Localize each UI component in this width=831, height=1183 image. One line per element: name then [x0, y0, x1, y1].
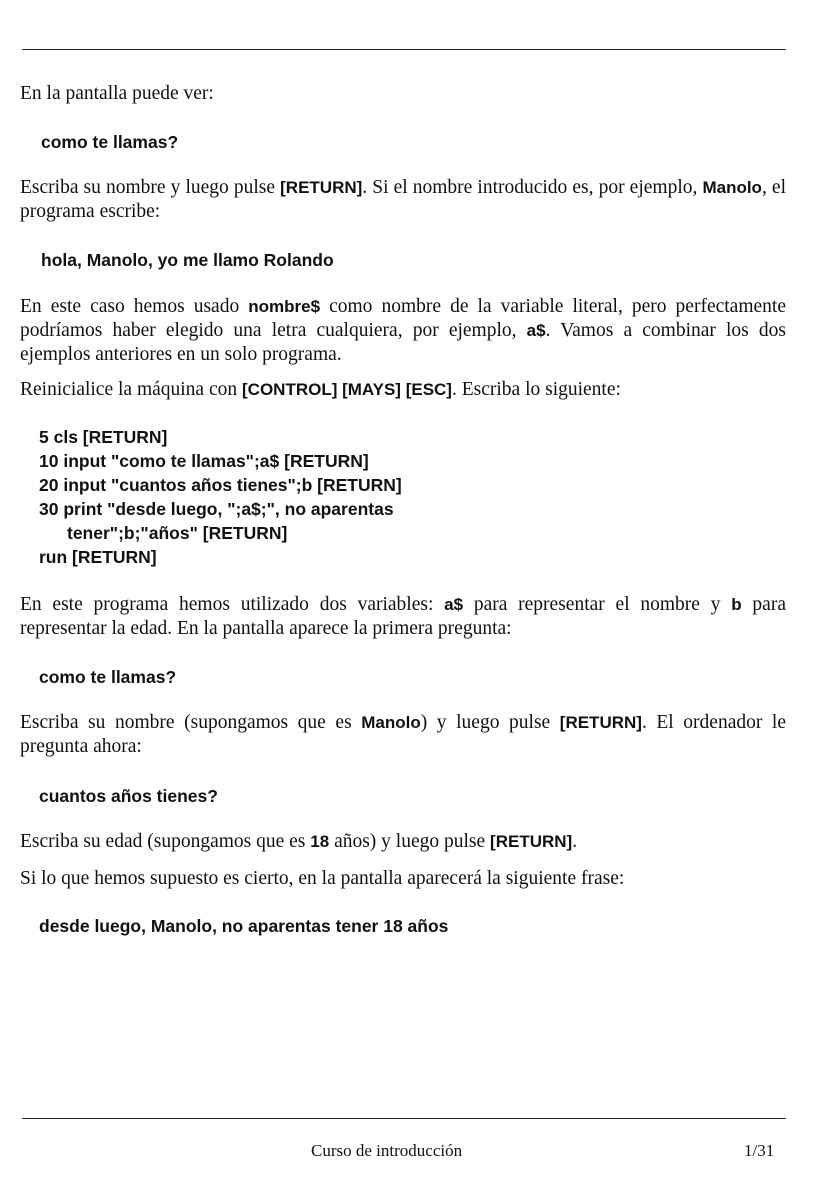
text-run: como nombre de la variable literal, pero perfectamente podríamos haber elegido una letra cualquiera, por ejemplo,: [20, 296, 786, 341]
code-line-run: run [RETURN]: [39, 547, 157, 567]
code-line-20: 20 input "cuantos años tienes";b [RETURN]: [39, 475, 402, 495]
page-number: 1/31: [744, 1141, 775, 1160]
program-listing: [39, 425, 402, 569]
screen-output-text: desde luego, Manolo, no aparentas tener 18 años: [39, 916, 449, 936]
code-line-10: 10 input "como te llamas";a$ [RETURN]: [39, 451, 369, 471]
text-run: , el programa escribe:: [20, 177, 786, 222]
text-run: . Si el nombre introducido es, por ejemplo,: [362, 177, 703, 198]
text-run: Escriba su edad (supongamos que es: [20, 831, 311, 852]
top-rule: [22, 49, 786, 50]
key-return: [RETURN]: [280, 178, 363, 197]
text-run: años) y luego pulse: [329, 831, 491, 852]
text-run: .: [572, 831, 578, 852]
paragraph-8: [20, 867, 786, 891]
screen-output-4: [39, 784, 218, 808]
paragraph-4: [20, 378, 786, 402]
text-run: Escriba su nombre (supongamos que es: [20, 712, 362, 733]
text-run: . El ordenador le pregunta ahora:: [20, 712, 786, 757]
key-combo: [CONTROL] [MAYS] [ESC]: [242, 380, 452, 399]
variable-nombre: nombre$: [248, 297, 321, 316]
intro-text: En la pantalla puede ver:: [20, 83, 214, 104]
screen-output-2: [41, 248, 334, 272]
screen-output-text: como te llamas?: [41, 132, 179, 152]
example-name: Manolo: [702, 178, 762, 197]
paragraph-intro: [20, 82, 786, 106]
example-name: Manolo: [361, 713, 421, 732]
key-return: [RETURN]: [559, 713, 642, 732]
text-run: . Escriba lo siguiente:: [451, 379, 621, 400]
code-line-30-cont: tener";b;"años" [RETURN]: [67, 523, 288, 543]
text-run: Si lo que hemos supuesto es cierto, en la pantalla aparecerá la siguiente frase:: [20, 868, 625, 889]
bottom-rule: [22, 1118, 786, 1119]
example-age: 18: [310, 832, 330, 851]
code-line-5: 5 cls [RETURN]: [39, 427, 168, 447]
screen-output-3: [39, 665, 176, 689]
screen-output-text: cuantos años tienes?: [39, 786, 218, 806]
paragraph-5: [20, 593, 786, 641]
footer-title: Curso de introducción: [311, 1141, 463, 1160]
text-run: para representar la edad. En la pantalla aparece la primera pregunta:: [20, 594, 786, 639]
text-run: En este caso hemos usado: [20, 296, 249, 317]
text-run: ) y luego pulse: [420, 712, 560, 733]
screen-output-5: [39, 914, 448, 938]
paragraph-7: [20, 830, 786, 854]
screen-output-1: [41, 130, 178, 154]
key-return: [RETURN]: [490, 832, 573, 851]
variable-b: b: [731, 595, 742, 614]
text-run: En este programa hemos utilizado dos variables:: [20, 594, 445, 615]
variable-a: a$: [444, 595, 464, 614]
variable-a: a$: [526, 321, 546, 340]
text-run: Escriba su nombre y luego pulse: [20, 177, 281, 198]
screen-output-text: como te llamas?: [39, 667, 177, 687]
text-run: Reinicialice la máquina con: [20, 379, 242, 400]
text-run: . Vamos a combinar los dos ejemplos anteriores en un solo programa.: [20, 320, 786, 365]
screen-output-text: hola, Manolo, yo me llamo Rolando: [41, 250, 334, 270]
paragraph-3: [20, 295, 786, 367]
paragraph-2: [20, 176, 786, 224]
code-line-30: 30 print "desde luego, ";a$;", no aparentas: [39, 499, 394, 519]
text-run: para representar el nombre y: [463, 594, 732, 615]
paragraph-6: [20, 711, 786, 759]
